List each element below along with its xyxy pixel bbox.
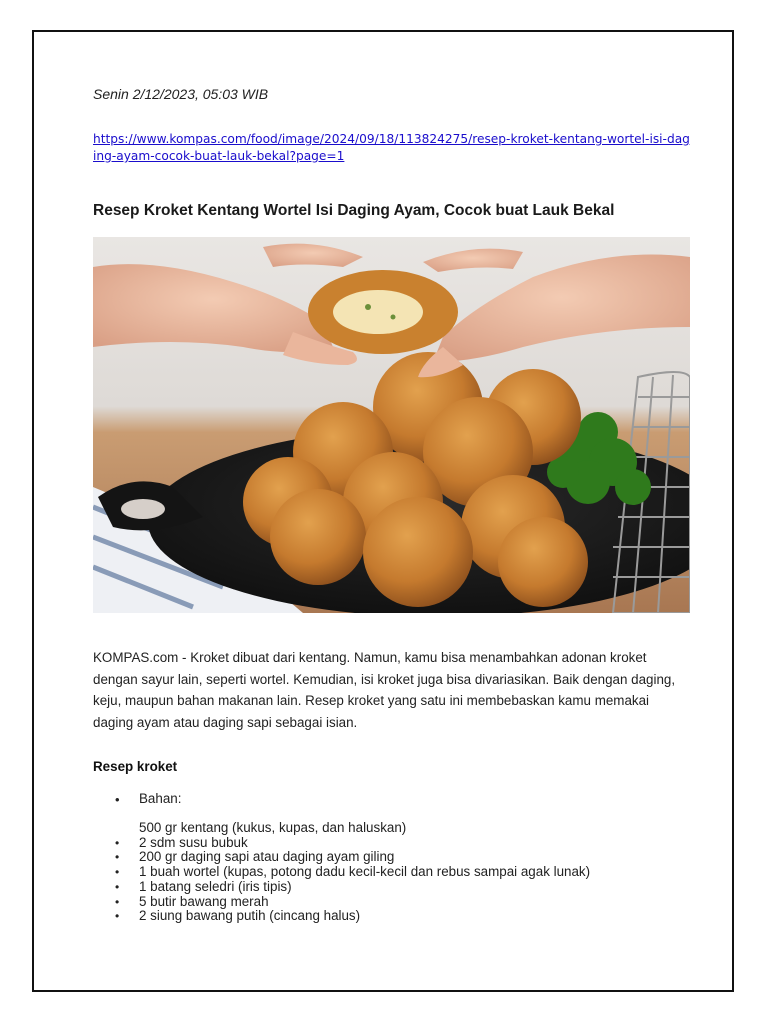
source-link[interactable]: https://www.kompas.com/food/image/2024/09/18/113824275/resep-kroket-kentang-wortel-isi-daging-ayam-cocok-buat-lauk-bekal?page=1 (93, 132, 690, 163)
intro-paragraph: KOMPAS.com - Kroket dibuat dari kentang. Namun, kamu bisa menambahkan adonan kroket dengan sayur lain, seperti wortel. Kemudian, isi kroket juga bisa divariasikan. Baik dengan daging, keju, maupun bahan makanan lain. Resep kroket yang satu ini membebaskan kamu memakai daging ayam atau daging sapi sebagai isian. (93, 650, 676, 730)
list-item: • 1 buah wortel (kupas, potong dadu kecil-kecil dan rebus sampai agak lunak) (115, 864, 591, 880)
ingredient-list (115, 820, 591, 924)
list-item: 500 gr kentang (kukus, kupas, dan haluskan) (139, 820, 407, 835)
bullet-glyph: • (115, 850, 120, 865)
list-item: • 2 sdm susu bubuk (115, 834, 248, 850)
list-item: • 2 siung bawang putih (cincang halus) (115, 908, 361, 924)
bahan-label: Bahan: (139, 791, 182, 806)
list-item: • 1 batang seledri (iris tipis) (115, 878, 292, 894)
bullet-glyph: • (115, 879, 120, 894)
bullet-glyph: • (115, 894, 120, 909)
section-heading: Resep kroket (93, 759, 178, 774)
bullet-glyph: • (115, 792, 120, 807)
article-title: Resep Kroket Kentang Wortel Isi Daging Ayam, Cocok buat Lauk Bekal (93, 202, 615, 219)
kroket-photo (93, 237, 690, 613)
list-item: • 200 gr daging sapi atau daging ayam giling (115, 849, 395, 865)
bullet-glyph: • (115, 909, 120, 924)
list-item: • 5 butir bawang merah (115, 893, 269, 909)
bullet-glyph: • (115, 865, 120, 880)
article-date: Senin 2/12/2023, 05:03 WIB (93, 86, 269, 102)
bullet-glyph: • (115, 835, 120, 850)
